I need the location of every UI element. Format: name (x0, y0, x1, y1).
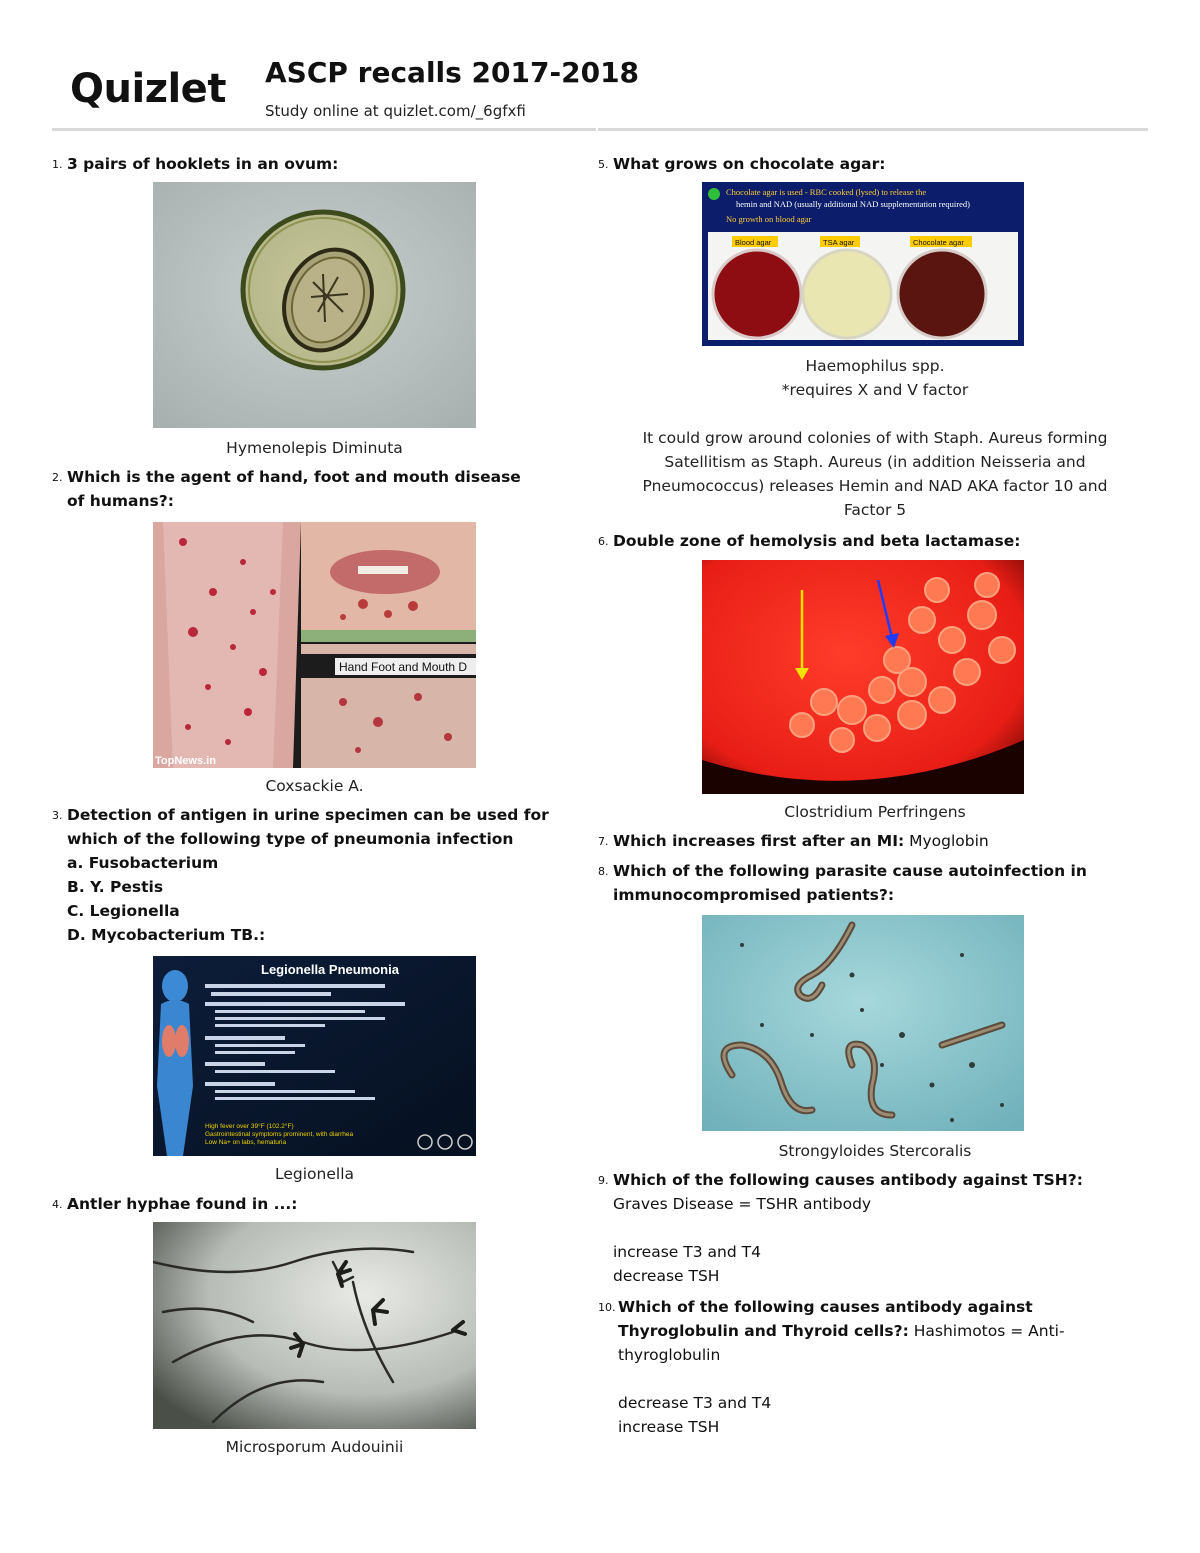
strongyloides-image (702, 915, 1024, 1131)
question-text: Which is the agent of hand, foot and mouth disease of humans?: (67, 468, 521, 510)
answer-text: Graves Disease = TSHR antibody increase T3 and T4 decrease TSH (613, 1195, 872, 1285)
slide-title: Legionella Pneumonia (261, 962, 399, 977)
watermark-text: TopNews.in (155, 755, 216, 767)
plate-label-blood: Blood agar (735, 238, 772, 247)
question-5 (598, 152, 1138, 176)
slide-line-1: Chocolate agar is used - RBC cooked (lysed) to release the (726, 187, 927, 197)
slide-footer-2: Gastrointestinal symptoms prominent, with diarrhea (205, 1131, 354, 1138)
study-online-link[interactable]: Study online at quizlet.com/_6gfxfi (265, 102, 526, 120)
question-number: 2. (52, 471, 63, 484)
slide-line-3: No growth on blood agar (726, 214, 812, 224)
clostridium-plate-image (702, 560, 1024, 794)
question-text: Which of the following parasite cause autoinfection in immunocompromised patients?: (613, 862, 1087, 904)
legionella-slide-image (153, 956, 476, 1156)
question-6 (598, 529, 1138, 553)
question-number: 9. (598, 1174, 609, 1187)
answer-text: Myoglobin (909, 832, 989, 850)
question-text: 3 pairs of hooklets in an ovum: (67, 155, 339, 173)
slide-footer-1: High fever over 39°F (102.2°F) (205, 1123, 294, 1130)
answer-caption: Microsporum Audouinii (225, 1438, 404, 1456)
slide-footer-3: Low Na+ on labs, hematuria (205, 1139, 287, 1146)
question-7 (598, 829, 1138, 853)
document-title: ASCP recalls 2017-2018 (265, 56, 640, 89)
hand-foot-mouth-image (153, 522, 476, 768)
question-number: 10. (598, 1301, 616, 1314)
question-9 (598, 1168, 1128, 1288)
question-number: 5. (598, 158, 609, 171)
answer-caption: Strongyloides Stercoralis (778, 1142, 972, 1160)
slide-line-2: hemin and NAD (usually additional NAD supplementation required) (736, 199, 970, 209)
question-4 (52, 1192, 532, 1216)
quizlet-logo: Quizlet (70, 66, 226, 112)
question-number: 7. (598, 835, 609, 848)
question-text: Detection of antigen in urine specimen can be used for which of the following type of pneumonia infection a. Fusobacterium B. Y. Pestis C. Legionella D. Mycobacterium TB.: (67, 806, 549, 944)
question-text: Which of the following causes antibody against Thyroglobulin and Thyroid cells?: (618, 1298, 1033, 1340)
question-number: 1. (52, 158, 63, 171)
microsporum-hyphae-image (153, 1222, 476, 1429)
question-text: What grows on chocolate agar: (613, 155, 886, 173)
plate-label-chocolate: Chocolate agar (913, 238, 964, 247)
header-divider-right (598, 128, 1148, 131)
answer-caption: Hymenolepis Diminuta (226, 439, 403, 457)
answer-caption: Haemophilus spp. *requires X and V factor It could grow around colonies of with Staph. Aureus forming Satellitism as Staph. Aureus (in addition Neisseria and Pneumococcus) releases Hemin and NAD AKA factor 10 and Factor 5 (642, 357, 1108, 519)
question-3 (52, 803, 552, 947)
question-text: Which of the following causes antibody against TSH?: (613, 1171, 1083, 1189)
answer-text: Hashimotos = Anti-thyroglobulin decrease T3 and T4 increase TSH (618, 1322, 1065, 1436)
question-8 (598, 859, 1098, 907)
plate-label-tsa: TSA agar (823, 238, 855, 247)
question-2 (52, 465, 532, 513)
question-number: 8. (598, 865, 609, 878)
question-number: 3. (52, 809, 63, 822)
answer-caption: Coxsackie A. (265, 777, 364, 795)
question-1 (52, 152, 572, 176)
chocolate-agar-slide-image (702, 182, 1024, 346)
image-label: Hand Foot and Mouth D (339, 660, 468, 674)
question-text: Antler hyphae found in ...: (67, 1195, 298, 1213)
question-number: 6. (598, 535, 609, 548)
question-10 (598, 1295, 1078, 1439)
hymenolepis-ovum-image (153, 182, 476, 428)
header-divider-left (52, 128, 596, 131)
answer-caption: Clostridium Perfringens (784, 803, 966, 821)
question-number: 4. (52, 1198, 63, 1211)
question-text: Double zone of hemolysis and beta lactamase: (613, 532, 1021, 550)
question-text: Which increases first after an MI: (613, 832, 905, 850)
answer-caption: Legionella (275, 1165, 354, 1183)
